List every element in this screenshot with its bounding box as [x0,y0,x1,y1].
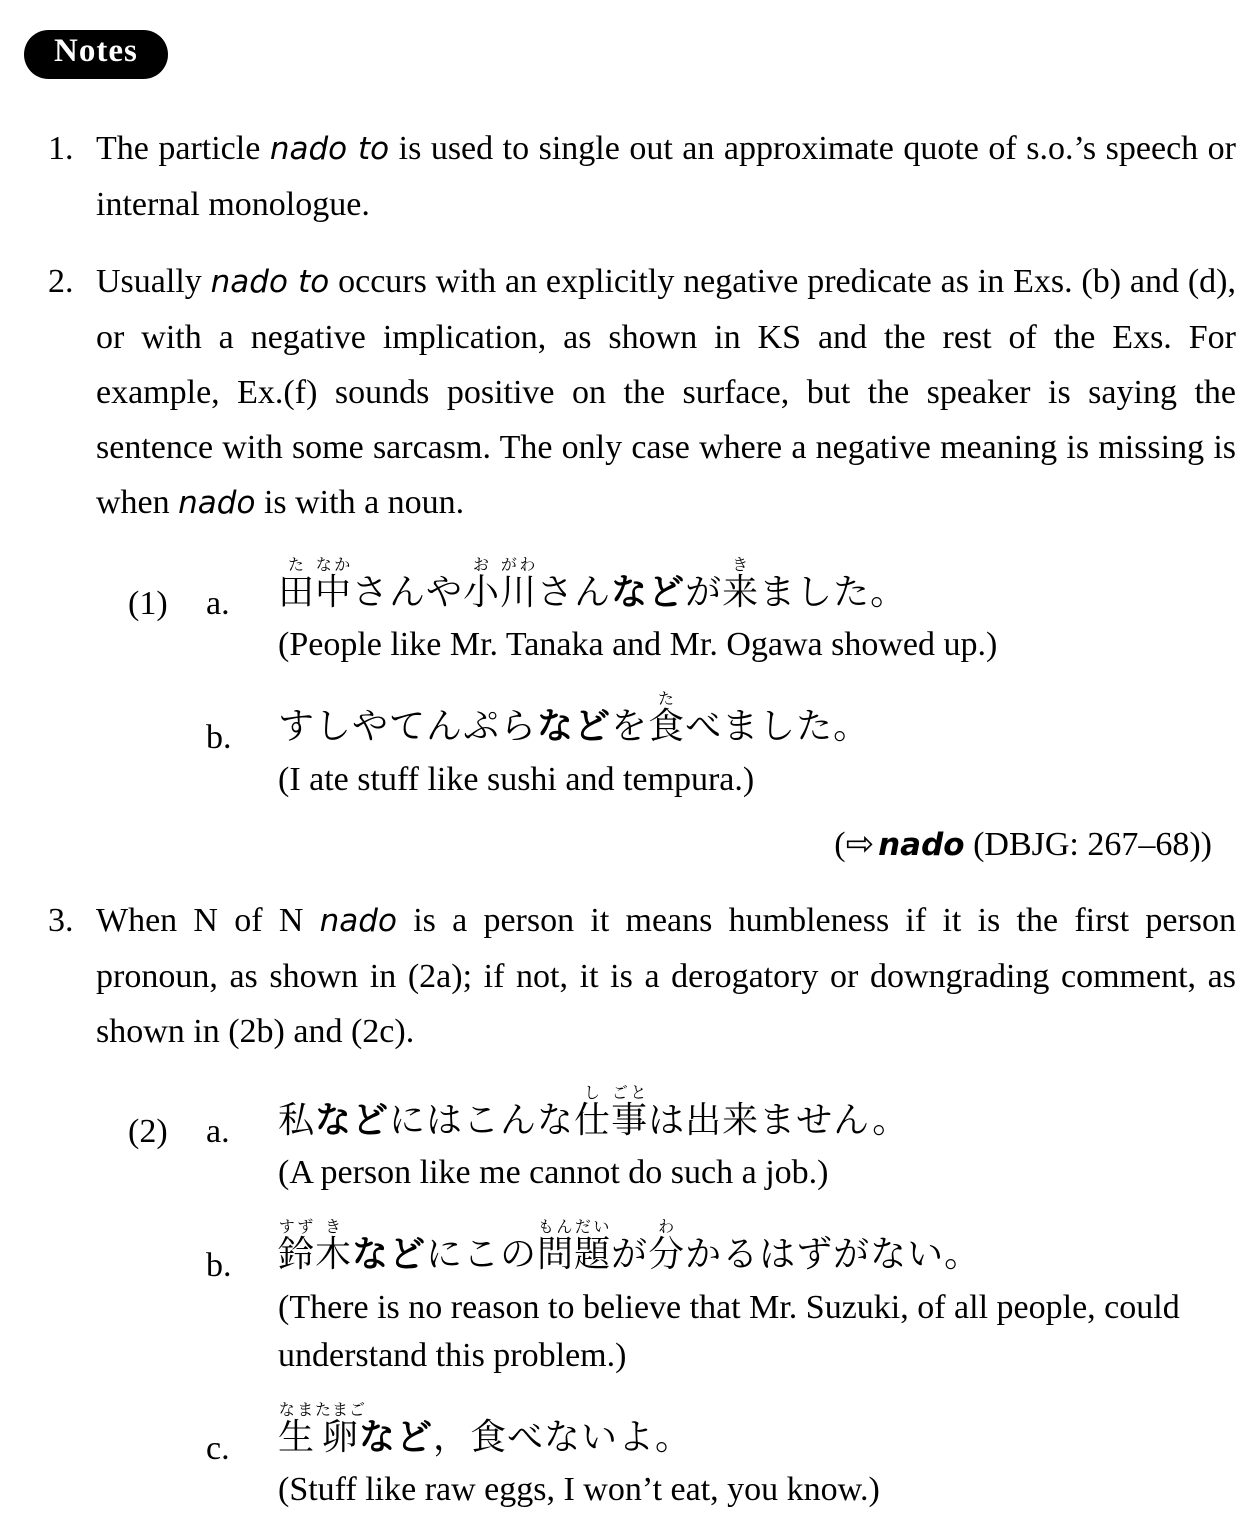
note-item-1 [0,121,1258,232]
japanese-sentence [278,557,1228,613]
note-text [96,121,1238,232]
jp-segment-with-furigana: 川がわ [500,557,538,612]
example-group-spacer [128,691,206,713]
jp-segment: にこの [426,1234,538,1275]
example-row-2b [0,1219,1258,1379]
note-number: 1. [48,130,74,167]
example-content [278,557,1228,669]
note-text [96,254,1238,531]
jp-segment: ました。 [759,572,908,612]
japanese-sentence [278,1402,1228,1458]
jp-segment-with-furigana: 来き [722,557,760,612]
japanese-sentence [278,1085,1228,1141]
note-text-segment: The particle [96,130,270,167]
note-text [96,893,1238,1059]
jp-segment-with-furigana: 小お [463,557,501,612]
jp-segment: にはこんな [389,1099,575,1140]
english-translation: (I ate stuff like sushi and tempura.) [278,760,755,798]
example-letter: c. [206,1429,230,1467]
jp-segment-with-furigana: 木き [315,1219,353,1275]
jp-segment-with-furigana: 仕し [574,1084,612,1140]
example-group-label: (2) [128,1112,168,1150]
example-letter: b. [206,719,232,757]
english-translation: (People like Mr. Tanaka and Mr. Ogawa showed up.) [278,626,998,664]
jp-segment-with-furigana: 問もん [537,1219,575,1275]
example-letter: a. [206,585,230,622]
example-letter: b. [206,1247,232,1285]
jp-segment-with-furigana: 事ごと [611,1084,649,1140]
grammar-term: nado to [269,131,390,167]
jp-segment-with-furigana: 卵たまご [315,1401,367,1457]
note-item-2 [0,254,1258,531]
jp-segment: かるはずがない。 [685,1234,982,1275]
jp-segment: など [611,572,686,612]
ref-citation: (DBJG: 267–68)) [964,825,1212,863]
example-row-1b [0,691,1258,803]
jp-segment: べました。 [685,706,871,747]
ref-grammar-term: nado [878,826,965,863]
note-text-segment: Usually [96,263,211,300]
example-letter: a. [206,1112,230,1150]
jp-segment: さん [537,572,612,612]
example-group-spacer [128,1219,206,1241]
note-text-segment: occurs with an explicitly negative predicate as in Exs. (b) and (d), or with a negative implication, as shown in KS and the rest of the Exs. For example, Ex.(f) sounds positive on the surface, but the speaker is saying the sentence with some sarcasm. The only case where a negative meaning is missing is when [96,263,1237,521]
jp-segment-with-furigana: 田た [278,557,316,612]
jp-segment: 私 [278,1099,316,1140]
notes-badge-label: Notes [54,33,138,69]
note-text-segment: is used to single out an approximate quote of s.o.’s speech or internal monologue. [96,130,1236,223]
ref-open-paren: ( [834,825,846,863]
jp-segment-with-furigana: 生なま [278,1401,316,1457]
note-text-segment: When N of N [96,901,320,939]
example-content [278,1085,1228,1197]
notes-badge [24,30,168,79]
example-group-spacer [128,1402,206,1424]
example-group-label: (1) [128,585,168,622]
example-row-1a [0,557,1258,669]
jp-segment: など [352,1234,427,1275]
jp-segment-with-furigana: 中なか [315,557,353,612]
grammar-term: nado [319,902,397,939]
english-translation: (A person like me cannot do such a job.) [278,1154,829,1192]
grammar-term: nado to [210,264,330,300]
example-content [278,1402,1228,1514]
jp-segment: など [315,1099,390,1140]
jp-segment: など [359,1416,434,1457]
english-translation: (Stuff like raw eggs, I won’t eat, you know.) [278,1470,880,1508]
jp-segment: が [611,1234,649,1275]
english-translation: (There is no reason to believe that Mr. Suzuki, of all people, could understand this problem.) [278,1288,1180,1374]
example-content [278,691,1228,803]
jp-segment-with-furigana: 食た [648,691,686,747]
jp-segment: ，食べないよ。 [433,1416,693,1457]
note-item-3 [0,893,1258,1059]
jp-segment: すしやてんぷら [278,706,538,747]
grammar-term: nado [178,485,256,521]
example-row-2c [0,1402,1258,1514]
jp-segment: さんや [352,572,464,612]
jp-segment-with-furigana: 題だい [574,1219,612,1275]
cross-reference [0,820,1258,869]
jp-segment: が [685,572,723,612]
note-text-segment: is a person it means humbleness if it is the first person pronoun, as shown in (2a); if not, it is a derogatory or downgrading comment, as shown in (2b) and (2c). [96,901,1236,1050]
jp-segment-with-furigana: 鈴すず [278,1219,316,1275]
note-number: 3. [48,901,74,939]
note-text-segment: is with a noun. [255,484,465,521]
example-row-2a [0,1085,1258,1197]
jp-segment: を [611,706,649,747]
jp-segment: など [537,706,612,747]
rightwards-white-arrow-icon: ⇨ [845,823,875,864]
japanese-sentence [278,1219,1228,1275]
example-content [278,1219,1228,1379]
japanese-sentence [278,691,1228,747]
note-number: 2. [48,263,74,300]
jp-segment: は出来ません。 [648,1099,910,1140]
jp-segment-with-furigana: 分わ [648,1219,686,1275]
